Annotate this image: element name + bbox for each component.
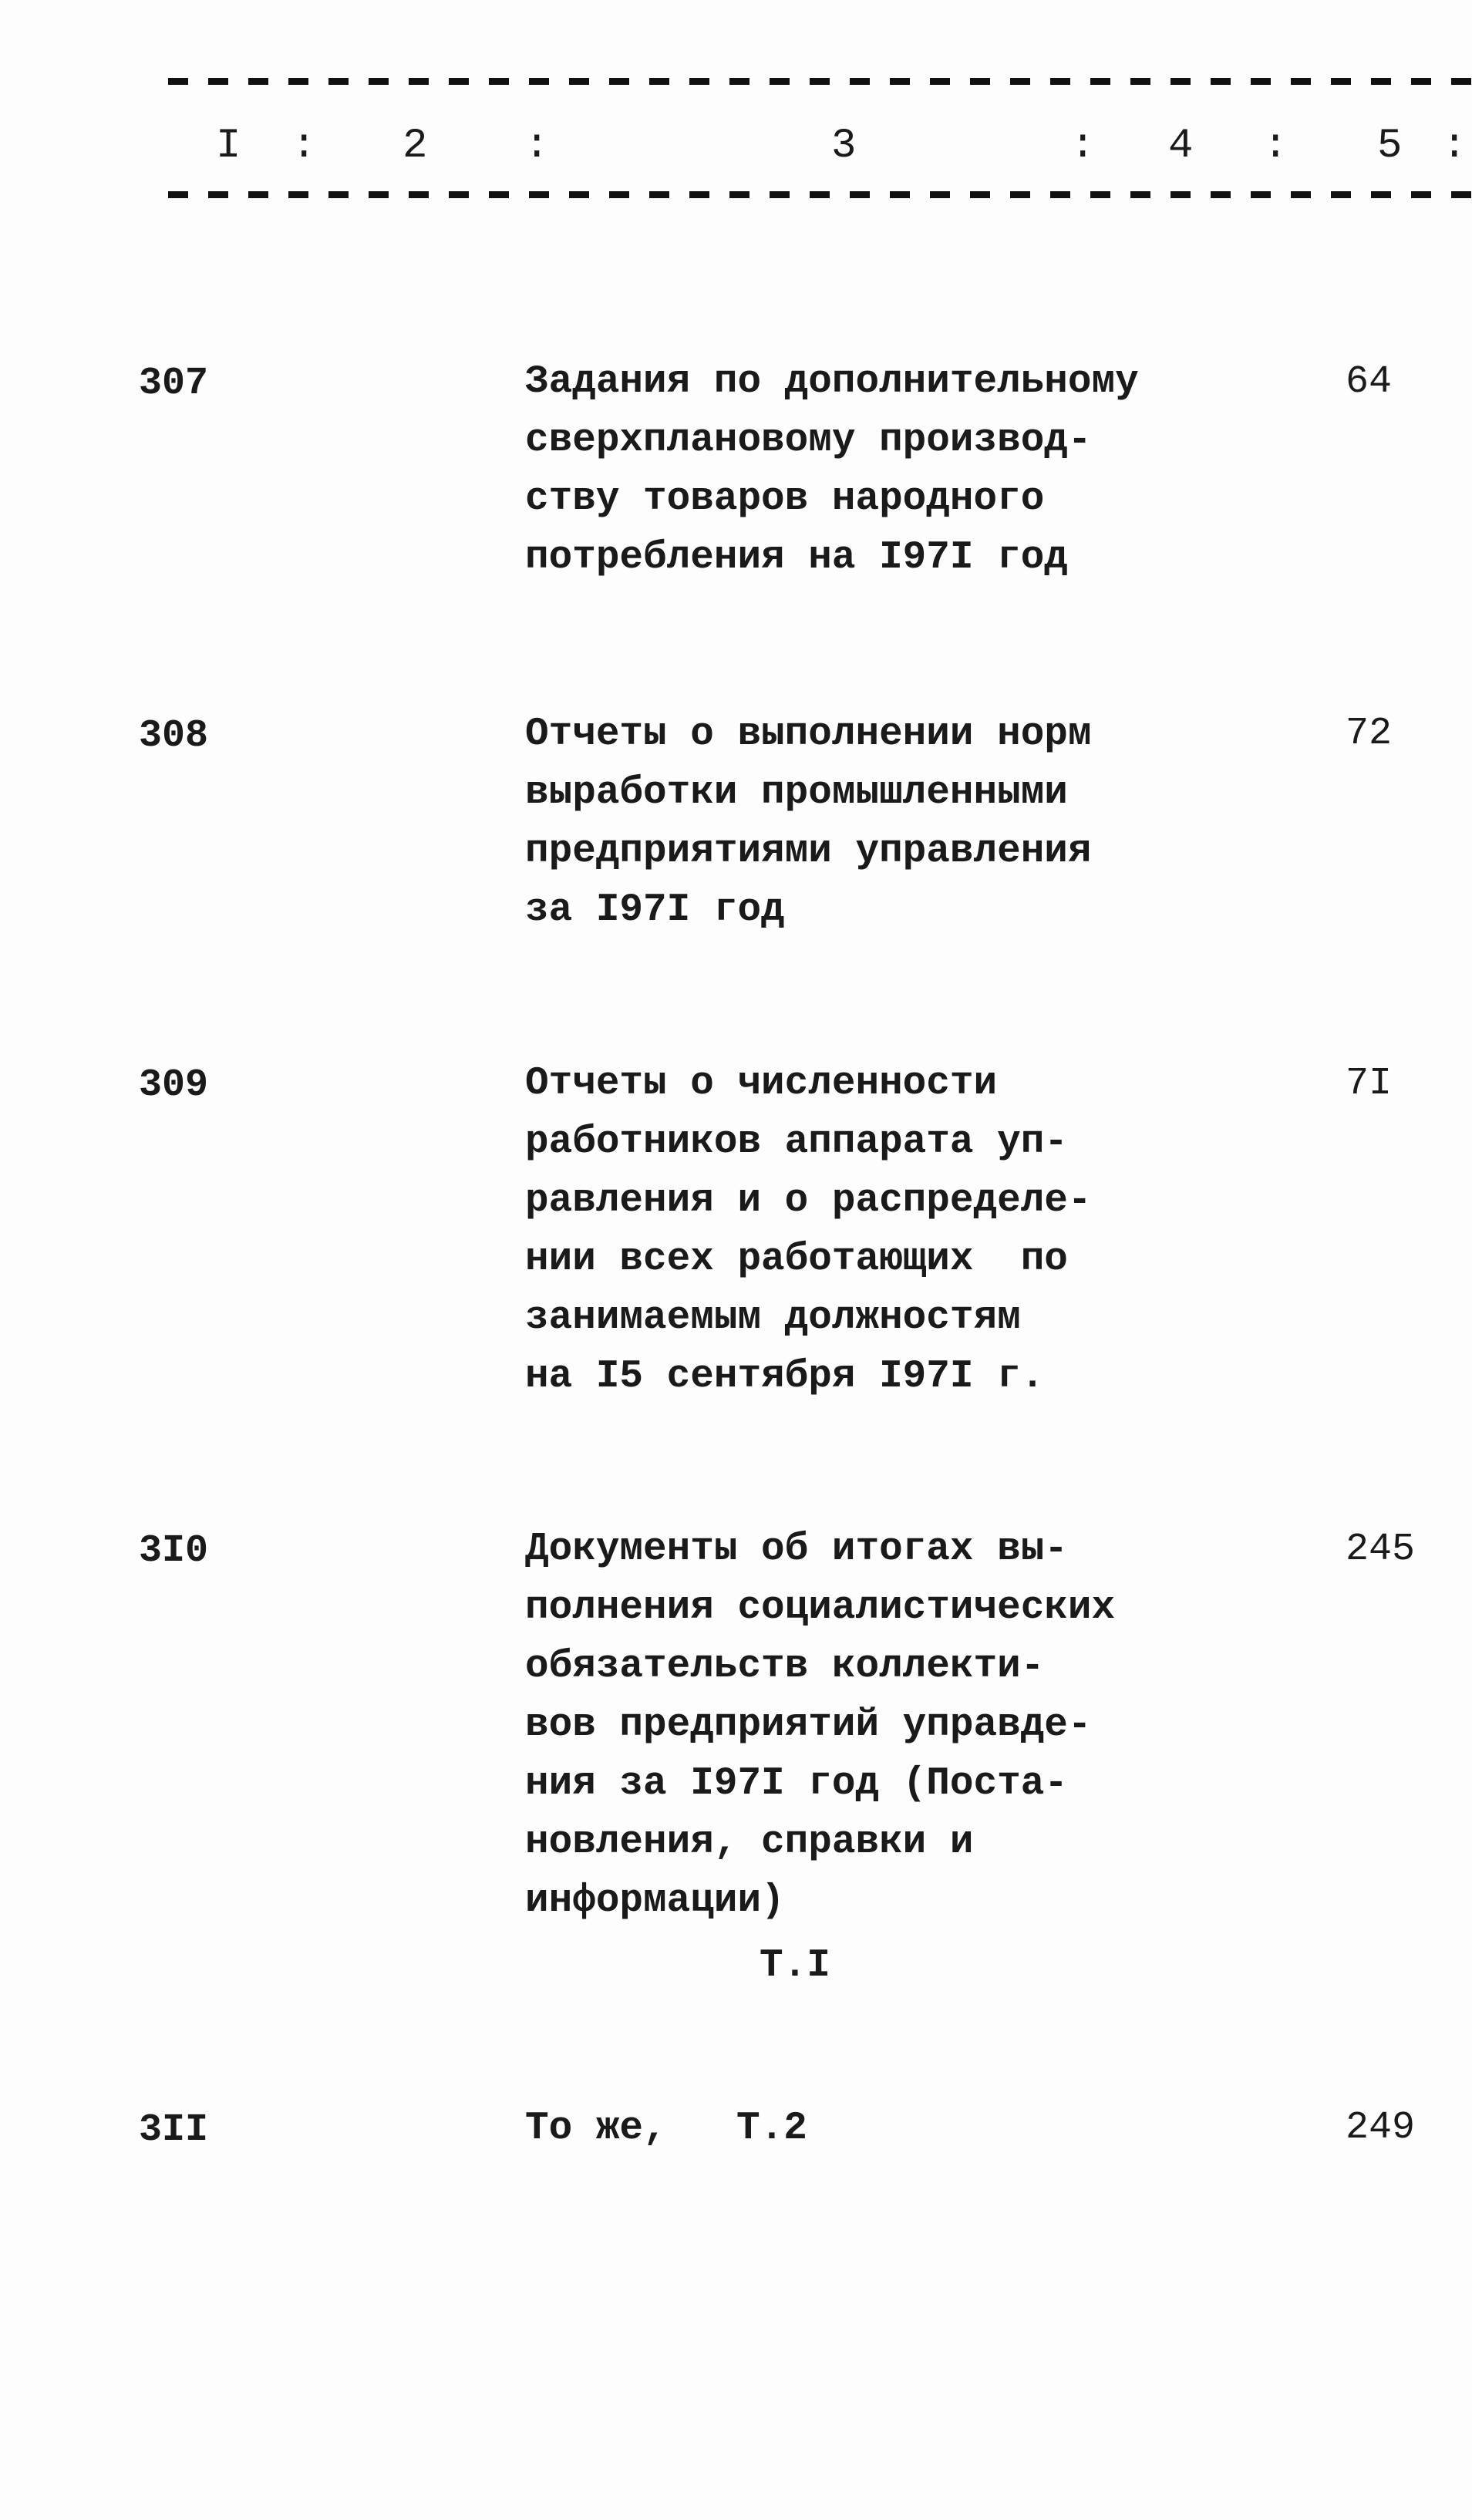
column-header-1: I — [216, 123, 241, 170]
description-line: обязательств коллекти- — [525, 1645, 1045, 1689]
sheet-count: 7I — [1346, 1062, 1393, 1106]
description-line: полнения социалистических — [525, 1586, 1116, 1630]
sheet-count: 249 — [1346, 2106, 1416, 2150]
description-line: за I97I год — [525, 888, 785, 932]
column-separator: : — [1263, 123, 1288, 170]
header-top-rule — [168, 78, 1472, 85]
entry-description — [525, 706, 1092, 940]
description-line: информации) — [525, 1879, 785, 1923]
description-line: Задания по дополнительному — [525, 360, 1139, 404]
entry-number: 309 — [139, 1063, 209, 1107]
description-line: сверхплановому производ- — [525, 419, 1092, 463]
description-line: занимаемым должностям — [525, 1296, 1021, 1340]
column-separator: : — [524, 123, 550, 170]
entry-number: 308 — [139, 714, 209, 758]
entry-number: 307 — [139, 362, 209, 406]
volume-label: Т.I — [760, 1944, 830, 1988]
description-line: ния за I97I год (Поста- — [525, 1762, 1068, 1806]
header-bottom-rule — [168, 191, 1472, 198]
description-line: Документы об итогах вы- — [525, 1528, 1068, 1572]
column-header-2: 2 — [403, 123, 428, 170]
description-line: равления и о распределе- — [525, 1179, 1092, 1223]
entry-description — [525, 353, 1139, 588]
sheet-count: 64 — [1346, 360, 1393, 404]
description-line: потребления на I97I год — [525, 536, 1068, 580]
description-line: на I5 сентября I97I г. — [525, 1355, 1045, 1399]
description-line: новления, справки и — [525, 1821, 974, 1865]
description-line: выработки промышленными — [525, 771, 1068, 815]
description-line: ству товаров народного — [525, 477, 1045, 521]
description-line: вов предприятий управде- — [525, 1703, 1092, 1747]
description-line: Отчеты о выполнении норм — [525, 713, 1092, 756]
sheet-count: 72 — [1346, 712, 1393, 756]
column-separator: : — [1070, 123, 1096, 170]
description-line: Отчеты о численности — [525, 1062, 998, 1106]
entry-description — [525, 1521, 1115, 1931]
sheet-count: 245 — [1346, 1528, 1416, 1572]
entry-number: 3II — [139, 2108, 209, 2152]
entry-description — [525, 1055, 1092, 1407]
entry-number: 3I0 — [139, 1529, 209, 1573]
column-separator: : — [291, 123, 317, 170]
column-header-5: 5 — [1377, 123, 1403, 170]
entry-description — [525, 2100, 667, 2158]
column-header-4: 4 — [1168, 123, 1194, 170]
description-line: предприятиями управления — [525, 830, 1092, 874]
column-separator: : — [1442, 123, 1467, 170]
description-line: То же, — [525, 2107, 667, 2151]
description-line: нии всех работающих по — [525, 1238, 1068, 1282]
volume-label: Т.2 — [736, 2107, 807, 2151]
column-header-3: 3 — [831, 123, 857, 170]
description-line: работников аппарата уп- — [525, 1120, 1068, 1164]
